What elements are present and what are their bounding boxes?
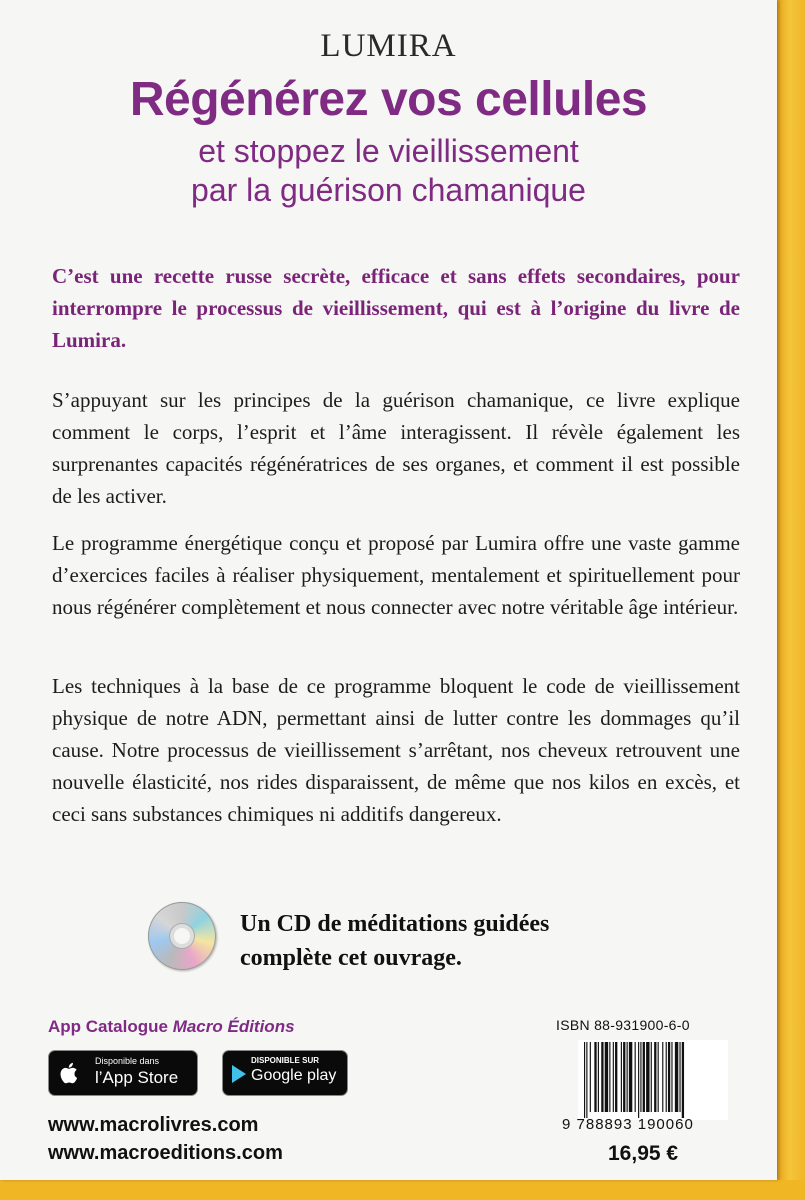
barcode-bar bbox=[638, 1042, 639, 1118]
apple-icon bbox=[59, 1060, 81, 1092]
barcode-bar bbox=[671, 1042, 672, 1112]
barcode-bar bbox=[658, 1042, 659, 1112]
cd-hole bbox=[174, 928, 190, 944]
barcode-bar bbox=[615, 1042, 617, 1112]
barcode-bar bbox=[598, 1042, 599, 1112]
barcode-bar bbox=[629, 1042, 632, 1112]
app-store-small-label: Disponible dans bbox=[95, 1056, 160, 1066]
app-catalogue-brand: Macro Éditions bbox=[172, 1017, 295, 1036]
barcode-bar bbox=[623, 1042, 625, 1112]
isbn-number: ISBN 88-931900-6-0 bbox=[556, 1017, 690, 1033]
barcode-bar bbox=[651, 1042, 652, 1112]
body-paragraph-3: Les techniques à la base de ce programme bloquent le code de vieillissement physique de notre ADN, permettant ainsi de lutter contre les dommages qu’il cause. Notre processus de vieillissement s’arrêtant, nos cheveux retrouvent une nouvelle élasticité, nos rides disparaissent, de même que nos kilos en excès, et ceci sans substances chimiques ni additifs dangereux. bbox=[52, 674, 740, 826]
google-play-small-label: DISPONIBLE SUR bbox=[251, 1056, 320, 1065]
barcode-bar bbox=[627, 1042, 628, 1112]
intro-paragraph: C’est une recette russe secrète, efficace et sans effets secondaires, pour interrompre le processus de vieillissement, qui est à l’origine du livre de Lumira. bbox=[52, 264, 740, 352]
barcode-bar bbox=[605, 1042, 608, 1112]
price: 16,95 € bbox=[608, 1142, 679, 1165]
book-bottom-edge bbox=[0, 1180, 805, 1200]
barcode-bar bbox=[643, 1042, 645, 1112]
barcode-bar bbox=[594, 1042, 596, 1112]
barcode-bar bbox=[609, 1042, 610, 1112]
google-play-label: Google play bbox=[251, 1067, 337, 1084]
book-title: Régénérez vos cellules bbox=[129, 73, 648, 126]
author-name: LUMIRA bbox=[320, 28, 457, 64]
website-link-2[interactable]: www.macroeditions.com bbox=[48, 1142, 283, 1164]
book-spine-edge bbox=[777, 0, 805, 1200]
website-link-1[interactable]: www.macrolivres.com bbox=[48, 1114, 259, 1136]
book-subtitle-line1: et stoppez le vieillissement bbox=[198, 133, 579, 169]
app-store-label: l’App Store bbox=[95, 1068, 179, 1087]
barcode-bar bbox=[635, 1042, 636, 1112]
cd-notice-line2: complète cet ouvrage. bbox=[240, 945, 462, 971]
barcode-number: 9 788893 190060 bbox=[562, 1116, 694, 1133]
barcode-bar bbox=[666, 1042, 667, 1112]
barcode-bar bbox=[646, 1042, 649, 1112]
barcode-bar bbox=[590, 1042, 591, 1112]
barcode-bar bbox=[613, 1042, 614, 1112]
cd-notice bbox=[240, 907, 700, 975]
barcode-bar bbox=[586, 1042, 587, 1118]
app-store-badge[interactable] bbox=[48, 1050, 198, 1096]
barcode-bar bbox=[662, 1042, 663, 1112]
barcode-bar bbox=[668, 1042, 670, 1112]
barcode-bar bbox=[679, 1042, 680, 1112]
barcode-bar bbox=[675, 1042, 678, 1112]
cd-icon bbox=[148, 902, 216, 970]
barcode-bar bbox=[601, 1042, 603, 1112]
body-paragraph-1: S’appuyant sur les principes de la guérison chamanique, ce livre explique comment le corps, l’esprit et l’âme interagissent. Il révèle également les surprenantes capacités régénératrices de ses organes, et comment il est possible de les activer. bbox=[52, 388, 740, 508]
cd-notice-line1: Un CD de méditations guidées bbox=[240, 911, 550, 937]
app-catalogue-prefix: App Catalogue bbox=[48, 1017, 168, 1036]
body-paragraph-2: Le programme énergétique conçu et proposé par Lumira offre une vaste gamme d’exercices faciles à réaliser physiquement, mentalement et spirituellement pour nous régénérer complètement et nous connecter avec notre véritable âge intérieur. bbox=[52, 531, 740, 619]
google-play-icon bbox=[232, 1065, 246, 1083]
barcode-bar bbox=[682, 1042, 684, 1118]
barcode-bar bbox=[640, 1042, 641, 1112]
barcode-bar bbox=[584, 1042, 585, 1118]
app-catalogue-title bbox=[48, 1017, 295, 1037]
google-play-badge[interactable] bbox=[222, 1050, 348, 1096]
barcode bbox=[578, 1040, 728, 1120]
barcode-bar bbox=[654, 1042, 656, 1112]
barcode-bar bbox=[621, 1042, 622, 1112]
book-subtitle-line2: par la guérison chamanique bbox=[191, 172, 586, 208]
